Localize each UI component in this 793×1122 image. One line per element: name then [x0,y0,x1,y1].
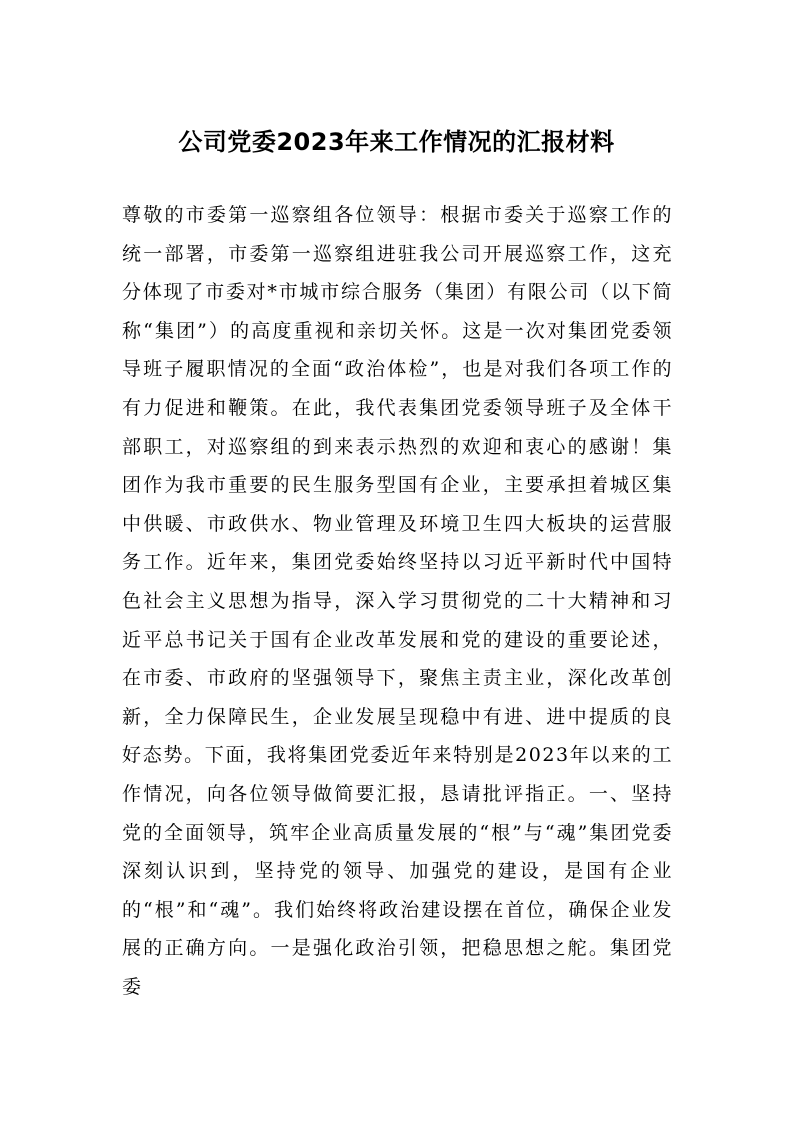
document-body-paragraph: 尊敬的市委第一巡察组各位领导：根据市委关于巡察工作的统一部署，市委第一巡察组进驻我公司开展巡察工作，这充分体现了市委对*市城市综合服务（集团）有限公司（以下简称“集团”）的高度重视和亲切关怀。这是一次对集团党委领导班子履职情况的全面“政治体检”，也是对我们各项工作的有力促进和鞭策。在此，我代表集团党委领导班子及全体干部职工，对巡察组的到来表示热烈的欢迎和衷心的感谢！集团作为我市重要的民生服务型国有企业，主要承担着城区集中供暖、市政供水、物业管理及环境卫生四大板块的运营服务工作。近年来，集团党委始终坚持以习近平新时代中国特色社会主义思想为指导，深入学习贯彻党的二十大精神和习近平总书记关于国有企业改革发展和党的建设的重要论述，在市委、市政府的坚强领导下，聚焦主责主业，深化改革创新，全力保障民生，企业发展呈现稳中有进、进中提质的良好态势。下面，我将集团党委近年来特别是2023年以来的工作情况，向各位领导做简要汇报，恳请批评指正。一、坚持党的全面领导，筑牢企业高质量发展的“根”与“魂”集团党委深刻认识到，坚持党的领导、加强党的建设，是国有企业的“根”和“魂”。我们始终将政治建设摆在首位，确保企业发展的正确方向。一是强化政治引领，把稳思想之舵。集团党委 [122,204,673,998]
document-title: 公司党委2023年来工作情况的汇报材料 [178,128,615,156]
